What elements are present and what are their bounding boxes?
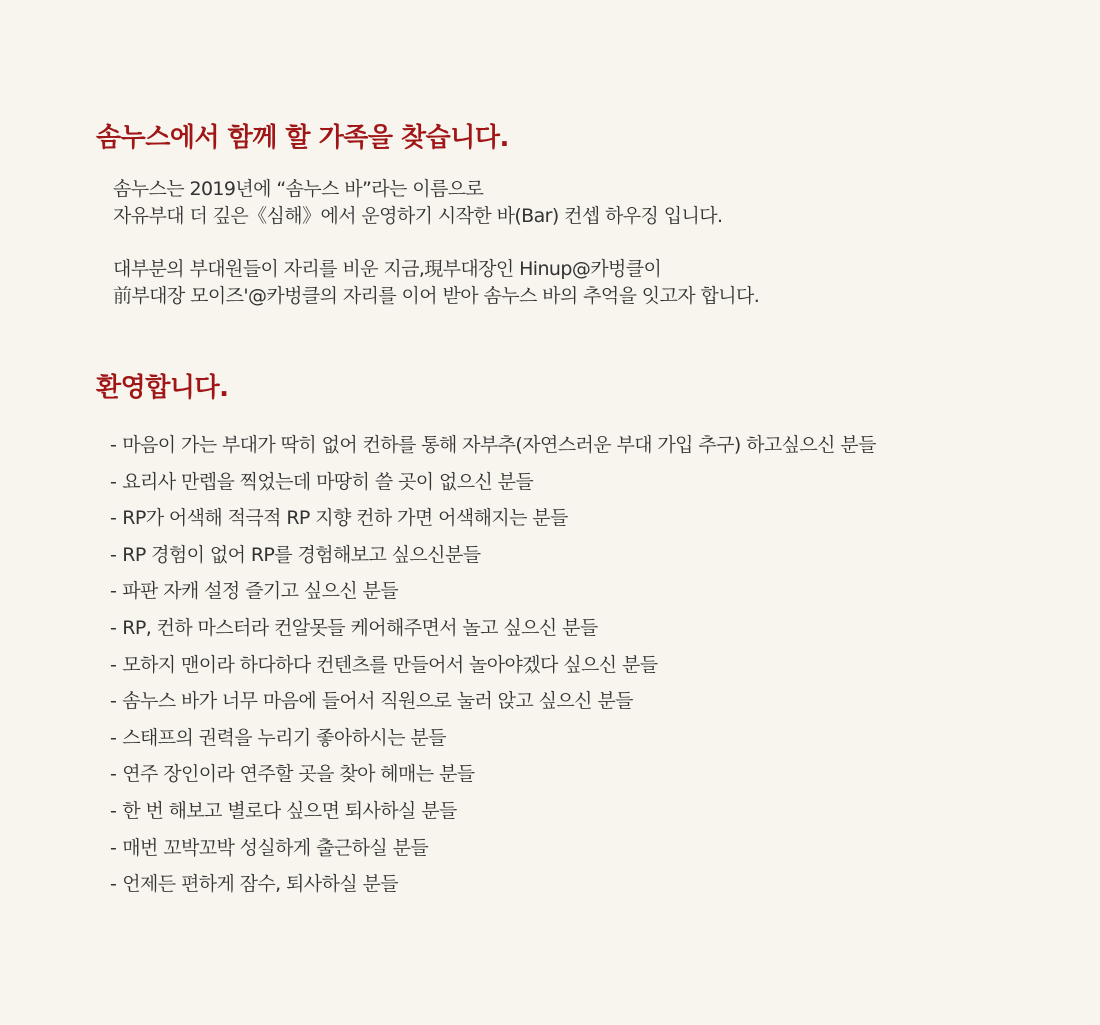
list-item	[110, 500, 876, 537]
bullet-dash: -	[110, 763, 117, 786]
list-item	[110, 683, 876, 720]
list-item-text: 연주 장인이라 연주할 곳을 찾아 헤매는 분들	[122, 763, 475, 786]
list-item-text: RP가 어색해 적극적 RP 지향 컨하 가면 어색해지는 분들	[122, 507, 568, 530]
bullet-dash: -	[110, 726, 117, 749]
list-item-text: 언제든 편하게 잠수, 퇴사하실 분들	[122, 873, 399, 896]
bullet-dash: -	[110, 507, 117, 530]
list-item-text: 요리사 만렙을 찍었는데 마땅히 쓸 곳이 없으신 분들	[122, 470, 534, 493]
list-item-text: 한 번 해보고 별로다 싶으면 퇴사하실 분들	[122, 799, 457, 822]
list-item	[110, 647, 876, 684]
list-item	[110, 537, 876, 574]
list-item	[110, 464, 876, 501]
list-item-text: 파판 자캐 설정 즐기고 싶으신 분들	[122, 580, 399, 603]
welcome-list	[110, 427, 876, 903]
bullet-dash: -	[110, 799, 117, 822]
bullet-dash: -	[110, 470, 117, 493]
bullet-dash: -	[110, 653, 117, 676]
list-item	[110, 610, 876, 647]
list-item-text: 솜누스 바가 너무 마음에 들어서 직원으로 눌러 앉고 싶으신 분들	[122, 690, 633, 713]
intro-line: 前부대장 모이즈'@카벙클의 자리를 이어 받아 솜누스 바의 추억을 잇고자 합니다.	[113, 285, 760, 307]
intro-line: 자유부대 더 깊은《심해》에서 운영하기 시작한 바(Bar) 컨셉 하우징 입니다.	[113, 205, 723, 227]
list-item	[110, 866, 876, 903]
list-item	[110, 573, 876, 610]
list-item-text: 매번 꼬박꼬박 성실하게 출근하실 분들	[122, 836, 429, 859]
list-item-text: 모하지 맨이라 하다하다 컨텐츠를 만들어서 놀아야겠다 싶으신 분들	[122, 653, 658, 676]
intro-paragraph-history	[113, 176, 722, 230]
list-item	[110, 756, 876, 793]
intro-line: 대부분의 부대원들이 자리를 비운 지금,現부대장인 Hinup@카벙클이	[113, 258, 662, 280]
intro-paragraph-succession	[113, 256, 759, 310]
bullet-dash: -	[110, 580, 117, 603]
intro-line: 솜누스는 2019년에 “솜누스 바”라는 이름으로	[113, 178, 484, 200]
list-item-text: 스태프의 권력을 누리기 좋아하시는 분들	[122, 726, 446, 749]
bullet-dash: -	[110, 434, 117, 456]
section-title-welcome: 환영합니다.	[96, 373, 229, 403]
section-title-recruit: 솜누스에서 함께 할 가족을 찾습니다.	[96, 123, 509, 153]
bullet-dash: -	[110, 616, 117, 639]
bullet-dash: -	[110, 836, 117, 859]
bullet-dash: -	[110, 873, 117, 896]
list-item	[110, 720, 876, 757]
bullet-dash: -	[110, 543, 117, 566]
list-item	[110, 427, 876, 464]
list-item	[110, 830, 876, 867]
bullet-dash: -	[110, 690, 117, 713]
list-item-text: RP 경험이 없어 RP를 경험해보고 싶으신분들	[122, 543, 481, 566]
list-item-text: RP, 컨하 마스터라 컨알못들 케어해주면서 놀고 싶으신 분들	[122, 616, 598, 639]
list-item	[110, 793, 876, 830]
list-item-text: 마음이 가는 부대가 딱히 없어 컨하를 통해 자부추(자연스러운 부대 가입 추구) 하고싶으신 분들	[122, 434, 876, 456]
